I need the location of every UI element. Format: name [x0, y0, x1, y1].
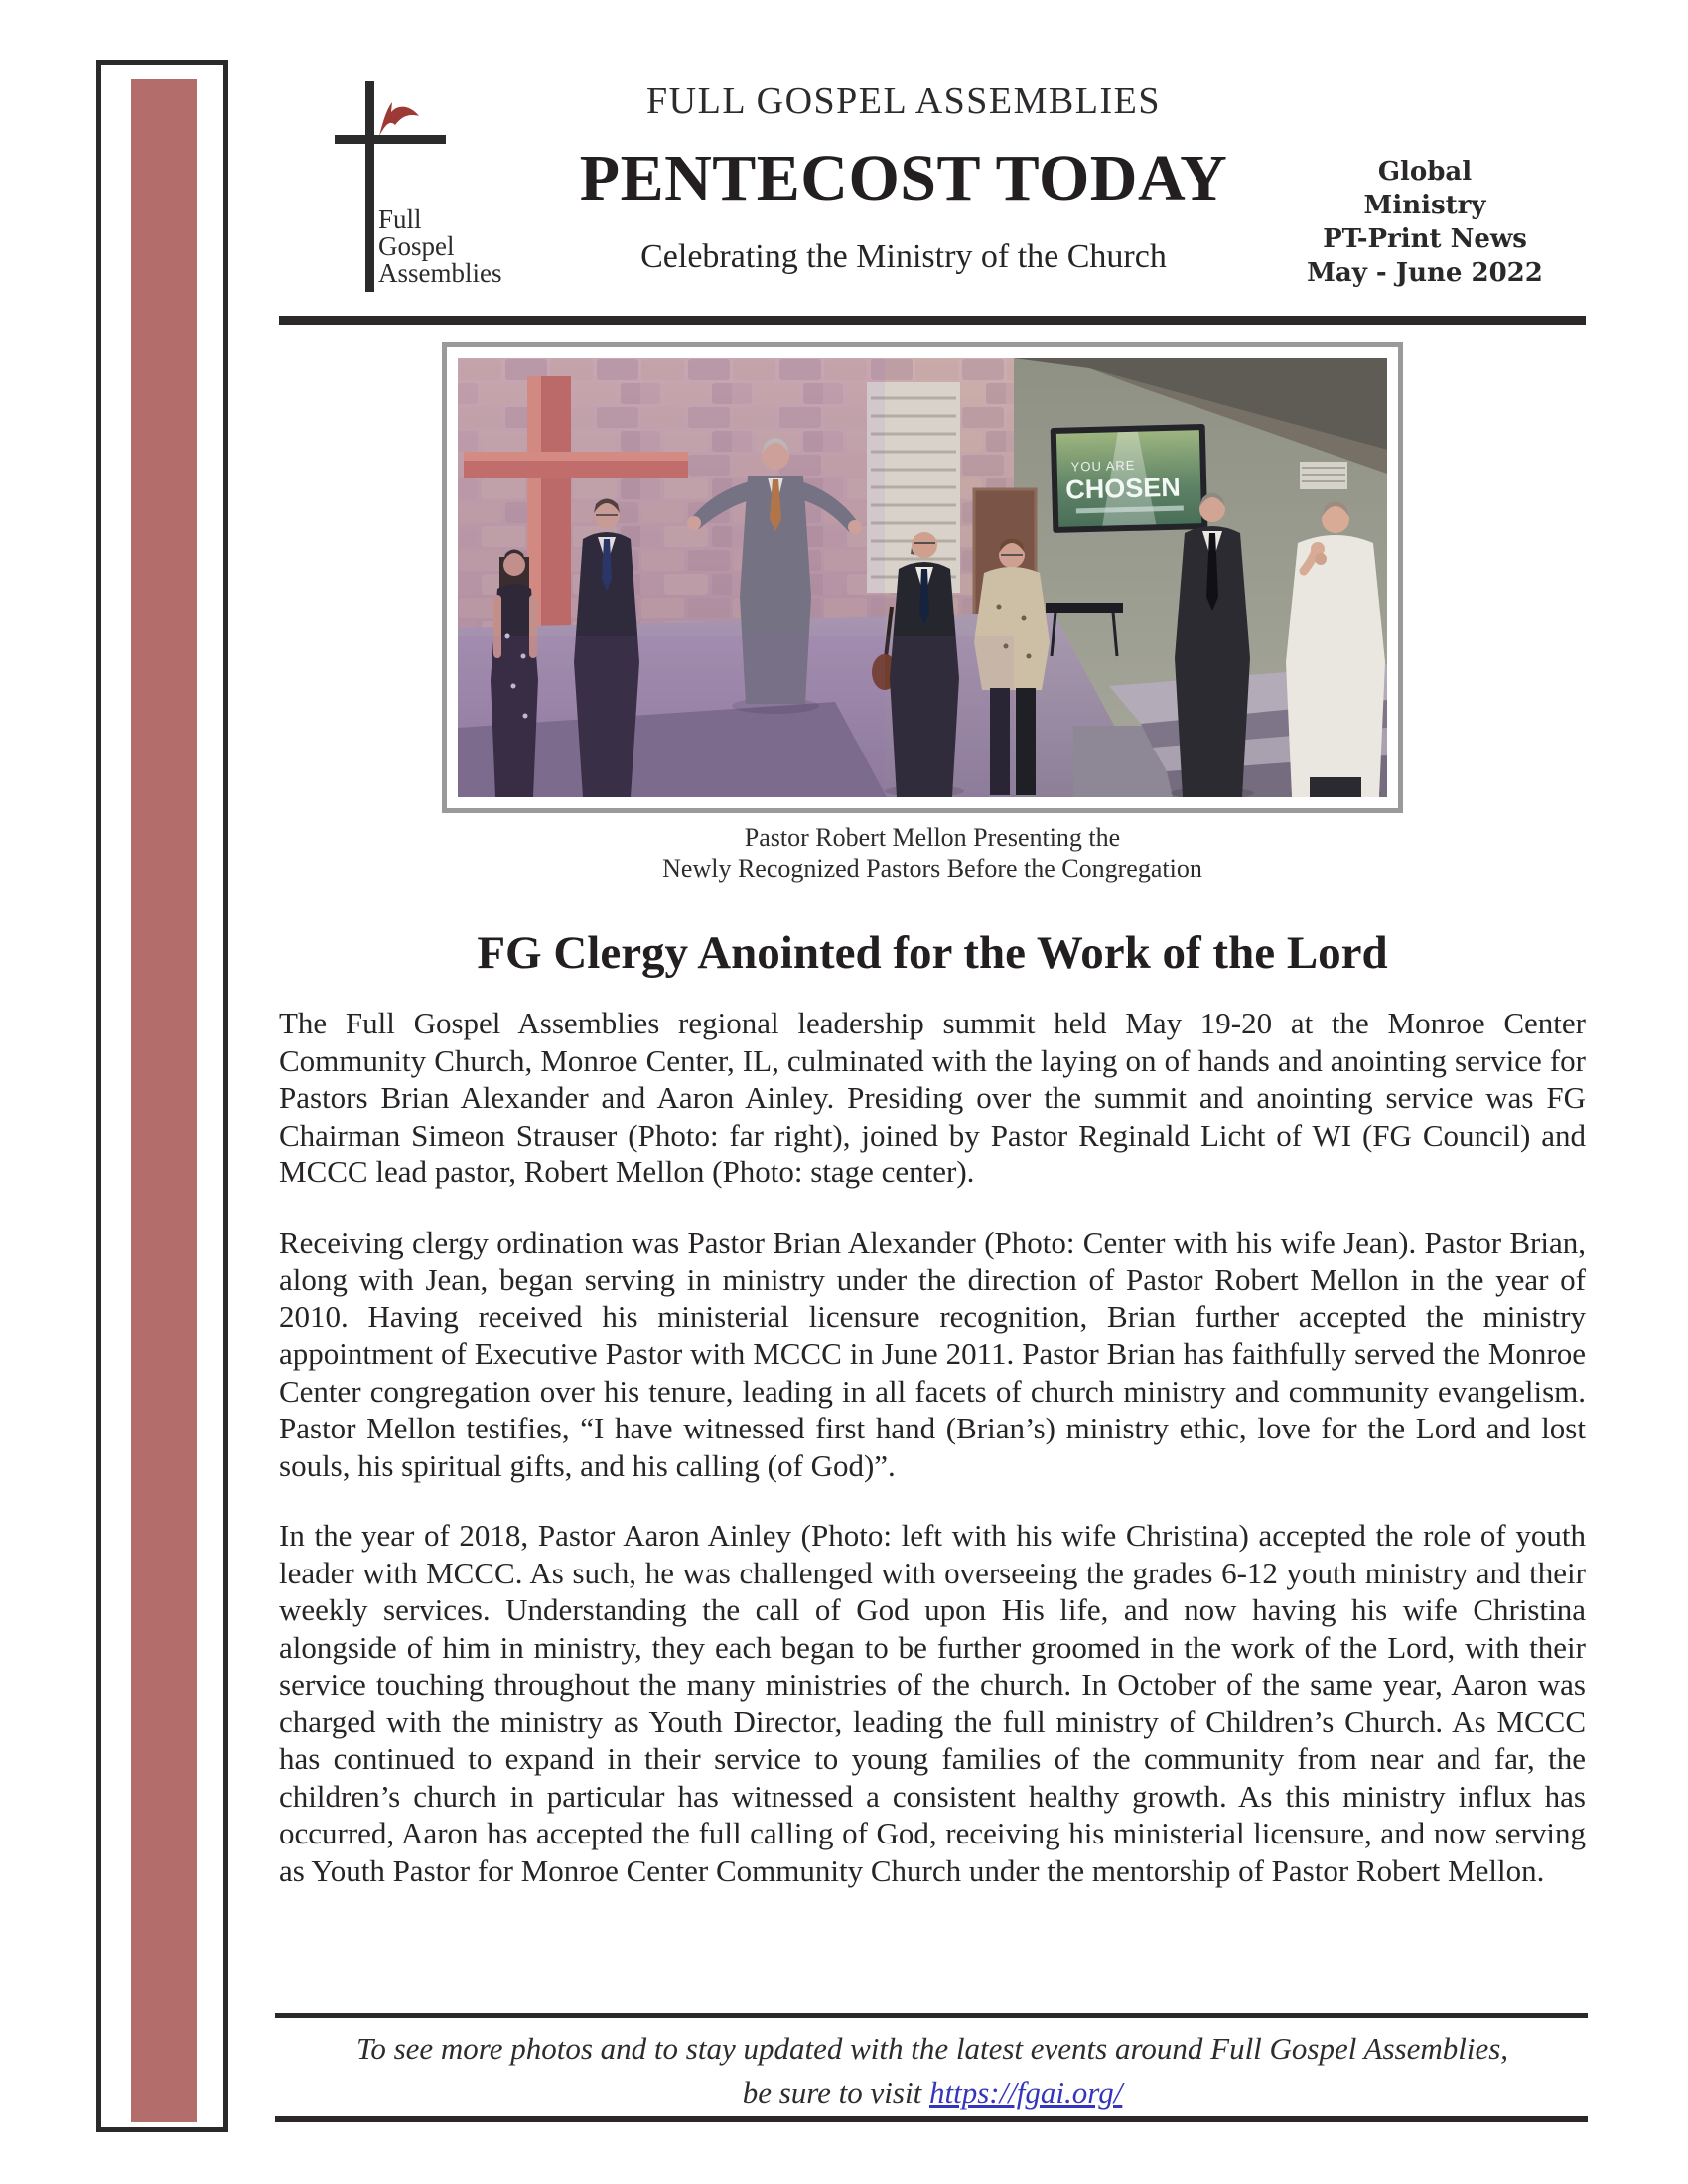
congregation-photo — [458, 358, 1387, 797]
logo-wordmark — [378, 206, 502, 287]
newsletter-subtitle: Celebrating the Ministry of the Church — [640, 238, 1167, 275]
footer-note-line1: To see more photos and to stay updated with the latest events around Full Gospel Assemblies, — [355, 2031, 1509, 2066]
congregation-photo-frame — [442, 342, 1403, 813]
article-paragraph-1: The Full Gospel Assemblies regional leadership summit held May 19-20 at the Monroe Center Community Church, Monroe Center, IL, culminated with the laying on of hands and anointing service for Pastors Brian Alexander and Aaron Ainley. Presiding over the summit and anointing service was FG Chairman Simeon Strauser (Photo: far right), joined by Pastor Reginald Licht of WI (FG Council) and MCCC lead pastor, Robert Mellon (Photo: stage center). — [279, 1006, 1586, 1189]
issue-line-global: Global — [1377, 157, 1473, 187]
cross-vertical-beam — [365, 81, 374, 292]
photo-caption — [279, 822, 1586, 884]
organization-name: FULL GOSPEL ASSEMBLIES — [646, 80, 1161, 122]
article-paragraph-3: In the year of 2018, Pastor Aaron Ainley (Photo: left with his wife Christina) accepted the role of youth leader with MCCC. As such, he was challenged with overseeing the grades 6-12 youth ministry and their weekly services. Understanding the call of God upon His life, and now having his wife Christina alongside of him in ministry, they each began to be further groomed in the work of the Lord, with their service touching throughout the many ministries of the church. In October of the same year, Aaron was charged with the ministry as Youth Director, leading the full ministry of Children’s Church. As MCCC has continued to expand in their service to young families of the community from near and far, the children’s church in particular has witnessed a consistent healthy growth. As this ministry influx has occurred, Aaron has accepted the full calling of God, receiving his ministerial licensure, and now serving as Youth Pastor for Monroe Center Community Church under the mentorship of Pastor Robert Mellon. — [279, 1518, 1586, 1888]
stage-light-wash-lower — [458, 636, 1014, 797]
logo-line-full: Full — [378, 205, 422, 234]
footer-divider-top — [275, 2013, 1588, 2018]
article-paragraph-2: Receiving clergy ordination was Pastor Brian Alexander (Photo: Center with his wife Jean). Pastor Brian, along with Jean, began serving in ministry under the direction of Pastor Robert Mellon in the year of 2010. Having received his ministerial licensure recognition, Brian further accepted the ministry appointment of Executive Pastor with MCCC in June 2011. Pastor Brian has faithfully served the Monroe Center congregation over his tenure, leading in all facets of church ministry and community evangelism. Pastor Mellon testifies, “I have witnessed first hand (Brian’s) ministry ethic, love for the Lord and lost souls, his spiritual gifts, and his calling (of God)”. — [279, 1224, 1586, 1483]
fgai-link[interactable]: https://fgai.org/ — [928, 2075, 1123, 2110]
issue-line-ptprint: PT-Print News — [1323, 224, 1527, 254]
photo-caption-line2: Newly Recognized Pastors Before the Congregation — [662, 854, 1202, 883]
logo-line-assemblies: Assemblies — [378, 258, 502, 288]
issue-info — [1276, 155, 1574, 290]
photo-caption-line1: Pastor Robert Mellon Presenting the — [744, 823, 1121, 852]
logo-line-gospel: Gospel — [378, 231, 455, 261]
footer-note — [279, 2027, 1586, 2115]
sidebar-accent-bar — [131, 79, 197, 2122]
projection-screen — [1051, 424, 1208, 533]
issue-line-date: May - June 2022 — [1307, 258, 1543, 288]
issue-line-ministry: Ministry — [1363, 191, 1486, 220]
footer-divider-bottom — [275, 2116, 1588, 2122]
person-strauser — [1286, 501, 1385, 797]
newsletter-title: PENTECOST TODAY — [579, 142, 1228, 214]
footer-note-line2-prefix: be sure to visit — [742, 2075, 929, 2110]
screen-text-line2: CHOSEN — [1064, 472, 1182, 505]
flag-icon — [375, 100, 421, 138]
article-body — [279, 1005, 1586, 1922]
article-headline: FG Clergy Anointed for the Work of the Lord — [477, 927, 1388, 979]
footer-note-line2 — [279, 2071, 1586, 2115]
header-divider-rule — [279, 316, 1586, 325]
screen-text-line1: YOU ARE — [1070, 457, 1136, 475]
